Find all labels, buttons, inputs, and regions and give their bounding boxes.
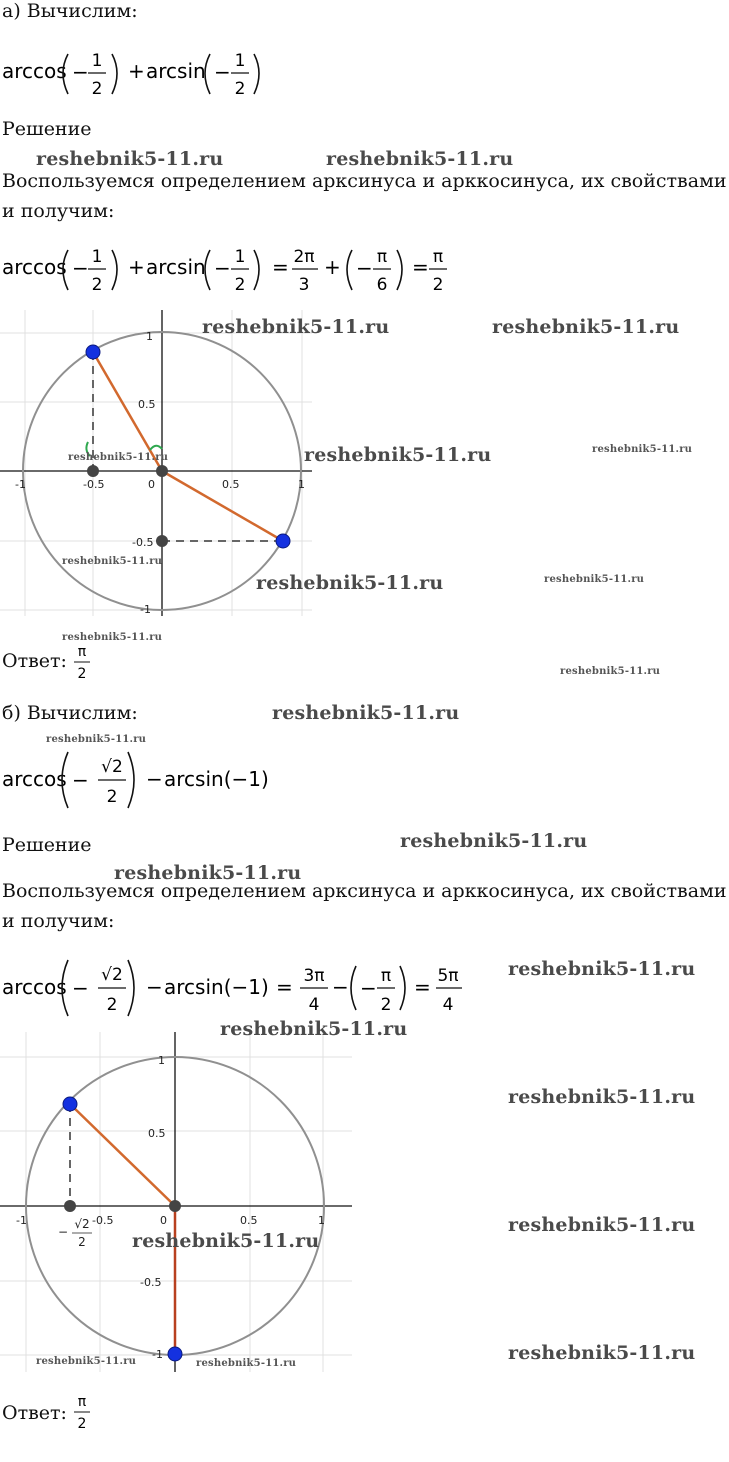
watermark: reshebnik5-11.ru — [544, 574, 645, 585]
svg-text:3π: 3π — [303, 966, 325, 986]
svg-text:√2: √2 — [101, 757, 123, 777]
svg-text:0.5: 0.5 — [138, 398, 156, 411]
svg-text:2: 2 — [106, 995, 118, 1015]
watermark: reshebnik5-11.ru — [492, 316, 680, 338]
watermark: reshebnik5-11.ru — [592, 444, 693, 455]
svg-text:2: 2 — [234, 275, 246, 295]
svg-text:arccos: arccos — [2, 59, 67, 83]
part-b-explanation: Воспользуемся определением арксинуса и арккосинуса, их свойствами и получим: — [2, 880, 727, 932]
part-b-unit-circle-graph — [0, 1032, 352, 1372]
part-b-problem — [0, 746, 290, 816]
svg-text:-1: -1 — [15, 478, 26, 491]
svg-text:+: + — [128, 59, 145, 83]
svg-text:2: 2 — [106, 787, 118, 807]
svg-text:3: 3 — [298, 275, 310, 295]
part-a-explanation: Воспользуемся определением арксинуса и арккосинуса, их свойствами и получим: — [2, 170, 727, 222]
svg-text:−: − — [146, 767, 163, 791]
svg-text:−: − — [356, 256, 373, 280]
svg-text:2π: 2π — [293, 247, 315, 267]
svg-text:−: − — [332, 975, 349, 999]
svg-text:√2: √2 — [101, 965, 123, 985]
part-b-result — [0, 954, 480, 1024]
part-a-result — [0, 238, 460, 300]
svg-text:−: − — [58, 1225, 69, 1239]
svg-text:-1: -1 — [16, 1214, 27, 1227]
svg-text:=: = — [272, 255, 289, 279]
svg-text:0: 0 — [160, 1214, 167, 1227]
watermark: reshebnik5-11.ru — [36, 148, 224, 170]
svg-text:-1: -1 — [140, 603, 151, 616]
svg-text:+: + — [324, 255, 341, 279]
svg-text:−: − — [72, 768, 89, 792]
svg-text:√2: √2 — [74, 1217, 90, 1231]
watermark: reshebnik5-11.ru — [68, 452, 169, 463]
svg-text:1: 1 — [91, 247, 103, 267]
watermark: reshebnik5-11.ru — [132, 1230, 320, 1252]
part-b-answer-label: Ответ: — [2, 1402, 67, 1424]
watermark: reshebnik5-11.ru — [508, 958, 696, 980]
svg-text:2: 2 — [77, 1416, 87, 1432]
svg-text:arccos: arccos — [2, 255, 67, 279]
watermark: reshebnik5-11.ru — [46, 734, 147, 745]
svg-text:=: = — [414, 975, 431, 999]
svg-text:2: 2 — [77, 666, 87, 682]
svg-text:π: π — [77, 1394, 87, 1410]
svg-text:=: = — [412, 255, 429, 279]
svg-text:0.5: 0.5 — [240, 1214, 258, 1227]
watermark: reshebnik5-11.ru — [400, 830, 588, 852]
svg-text:1: 1 — [234, 247, 246, 267]
svg-text:π: π — [380, 966, 392, 986]
svg-text:arcsin: arcsin — [146, 255, 206, 279]
watermark: reshebnik5-11.ru — [256, 572, 444, 594]
svg-text:-0.5: -0.5 — [92, 1214, 114, 1227]
svg-text:−: − — [72, 60, 89, 84]
part-b-heading: б) Вычислим: — [2, 702, 138, 724]
part-b-solution-label: Решение — [2, 834, 92, 856]
svg-text:2: 2 — [91, 79, 103, 99]
part-a-unit-circle-graph — [0, 310, 312, 616]
watermark: reshebnik5-11.ru — [560, 666, 661, 677]
svg-text:−: − — [72, 256, 89, 280]
part-b-answer-fraction — [70, 1390, 94, 1434]
svg-text:1: 1 — [91, 51, 103, 71]
part-a-problem — [0, 42, 300, 104]
watermark: reshebnik5-11.ru — [326, 148, 514, 170]
svg-text:−: − — [360, 976, 377, 1000]
svg-text:=: = — [276, 975, 293, 999]
svg-text:0.5: 0.5 — [222, 478, 240, 491]
part-a-answer-fraction — [70, 640, 94, 684]
svg-text:-0.5: -0.5 — [140, 1276, 162, 1289]
svg-text:1: 1 — [158, 1054, 165, 1067]
watermark: reshebnik5-11.ru — [220, 1018, 408, 1040]
part-a-solution-label: Решение — [2, 118, 92, 140]
svg-text:1: 1 — [146, 330, 153, 343]
svg-text:1: 1 — [234, 51, 246, 71]
part-a-answer-label: Ответ: — [2, 650, 67, 672]
svg-text:−: − — [72, 976, 89, 1000]
svg-text:2: 2 — [380, 995, 392, 1015]
svg-text:4: 4 — [442, 995, 454, 1015]
svg-text:−: − — [146, 975, 163, 999]
watermark: reshebnik5-11.ru — [508, 1342, 696, 1364]
svg-text:π: π — [77, 644, 87, 660]
svg-text:0: 0 — [148, 478, 155, 491]
watermark: reshebnik5-11.ru — [304, 444, 492, 466]
watermark: reshebnik5-11.ru — [36, 1356, 137, 1367]
watermark: reshebnik5-11.ru — [508, 1086, 696, 1108]
svg-text:arcsin(−1): arcsin(−1) — [164, 767, 269, 791]
svg-text:0.5: 0.5 — [148, 1127, 166, 1140]
svg-text:2: 2 — [234, 79, 246, 99]
svg-text:-1: -1 — [152, 1348, 163, 1361]
svg-text:π: π — [432, 247, 444, 267]
svg-text:6: 6 — [376, 275, 388, 295]
svg-text:-0.5: -0.5 — [132, 536, 154, 549]
svg-text:-0.5: -0.5 — [83, 478, 105, 491]
watermark: reshebnik5-11.ru — [114, 862, 302, 884]
svg-text:2: 2 — [78, 1235, 86, 1249]
svg-text:arccos: arccos — [2, 767, 67, 791]
watermark: reshebnik5-11.ru — [196, 1358, 297, 1369]
svg-text:4: 4 — [308, 995, 320, 1015]
watermark: reshebnik5-11.ru — [508, 1214, 696, 1236]
watermark: reshebnik5-11.ru — [202, 316, 390, 338]
svg-text:arcsin(−1): arcsin(−1) — [164, 975, 269, 999]
svg-text:+: + — [128, 255, 145, 279]
svg-text:−: − — [214, 60, 231, 84]
part-a-heading: а) Вычислим: — [2, 0, 138, 22]
watermark: reshebnik5-11.ru — [62, 632, 163, 643]
watermark: reshebnik5-11.ru — [62, 556, 163, 567]
watermark: reshebnik5-11.ru — [272, 702, 460, 724]
svg-text:π: π — [376, 247, 388, 267]
svg-text:2: 2 — [91, 275, 103, 295]
svg-text:arccos: arccos — [2, 975, 67, 999]
svg-text:arcsin: arcsin — [146, 59, 206, 83]
svg-text:5π: 5π — [437, 966, 459, 986]
svg-text:−: − — [214, 256, 231, 280]
svg-text:1: 1 — [298, 478, 305, 491]
svg-text:2: 2 — [432, 275, 444, 295]
svg-text:1: 1 — [318, 1214, 325, 1227]
